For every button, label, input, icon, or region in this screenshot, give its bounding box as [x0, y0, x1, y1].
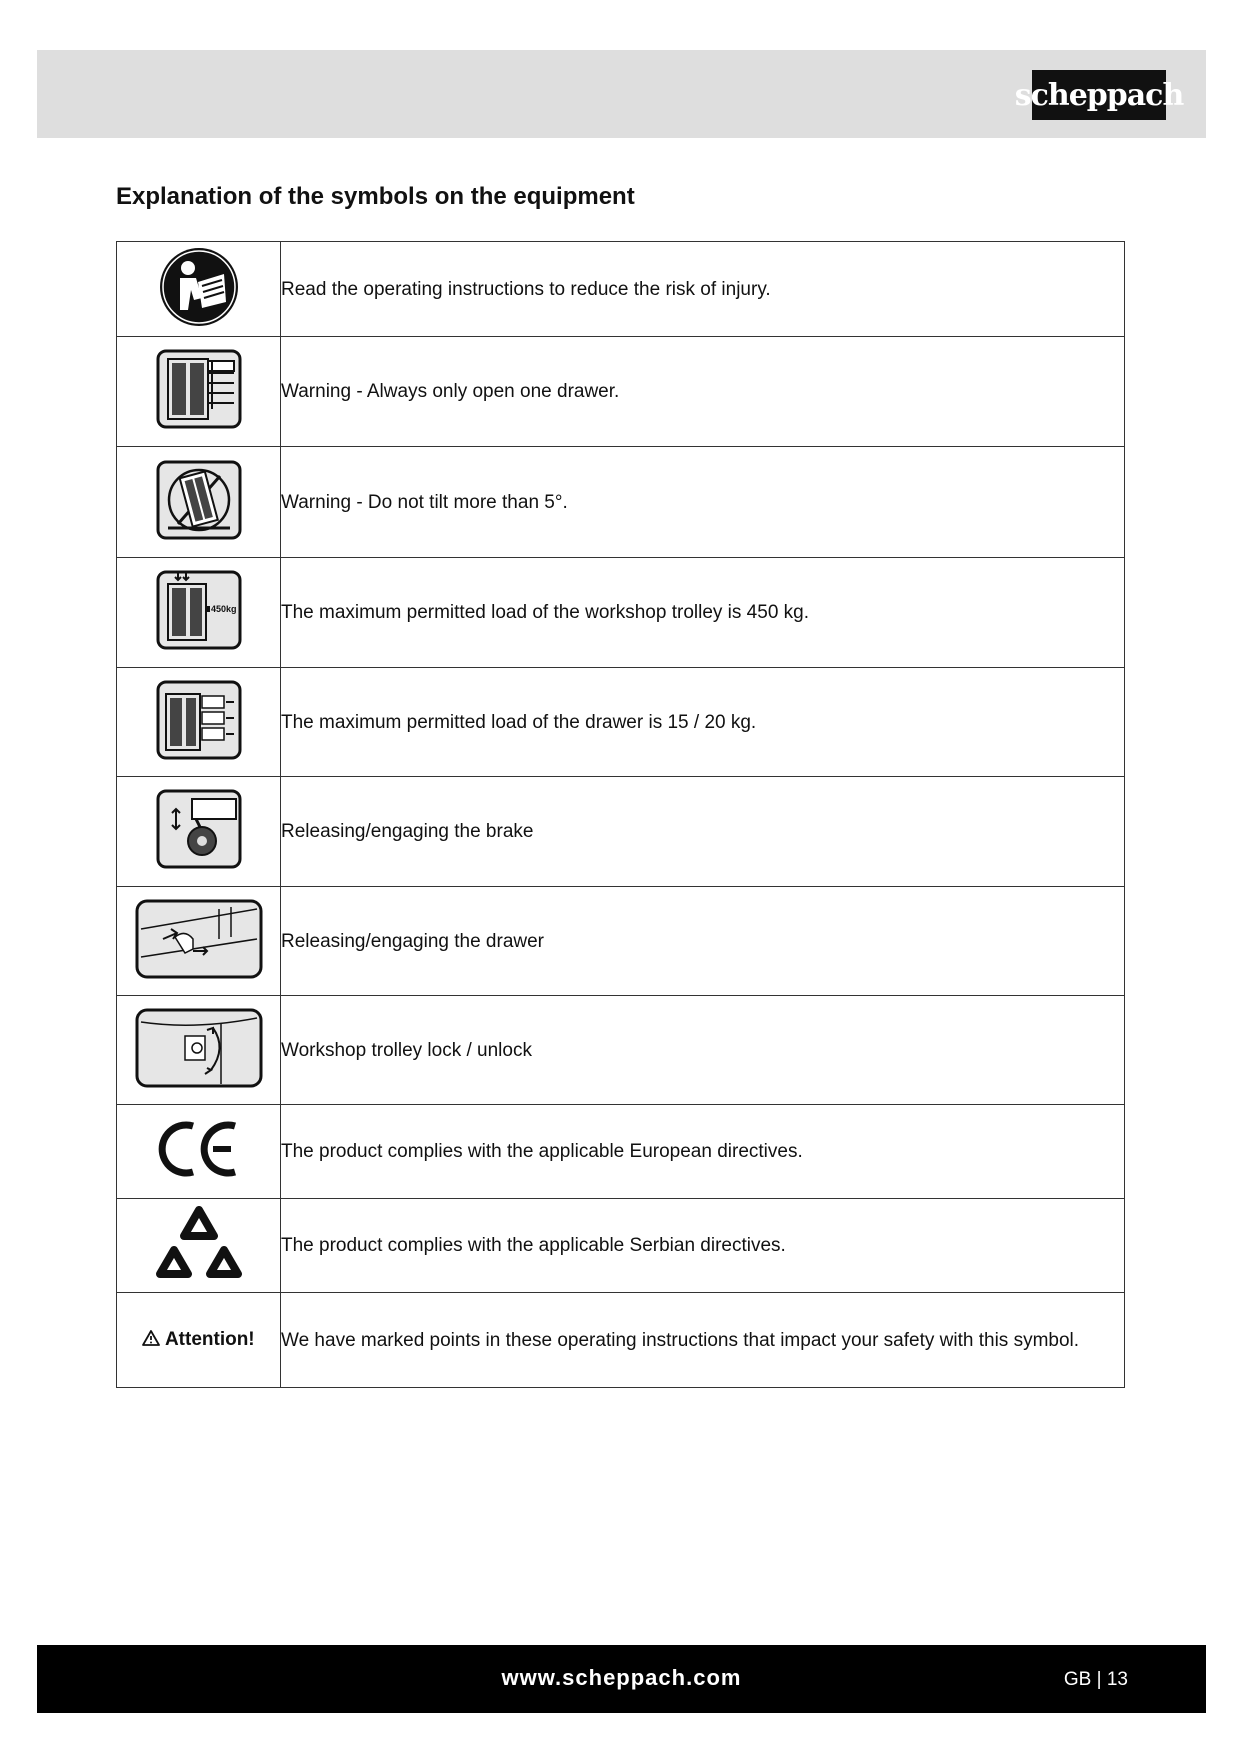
description: We have marked points in these operating instructions that impact your safety with this symbol. [281, 1293, 1125, 1388]
description: The maximum permitted load of the drawer is 15 / 20 kg. [281, 668, 1125, 777]
icon-cell [117, 668, 281, 777]
description: The maximum permitted load of the workshop trolley is 450 kg. [281, 558, 1125, 668]
table-row [117, 242, 1125, 337]
icon-cell [117, 1293, 281, 1388]
icon-cell [117, 996, 281, 1105]
footer-url[interactable]: www.scheppach.com [501, 1665, 742, 1690]
description: Releasing/engaging the drawer [281, 887, 1125, 996]
table-row [117, 1199, 1125, 1293]
page-number: GB | 13 [1063, 1669, 1128, 1690]
attention-label: Attention! [142, 1329, 254, 1350]
drawer-release-icon [135, 899, 263, 984]
description: The product complies with the applicable Serbian directives. [281, 1199, 1125, 1293]
icon-cell [117, 1105, 281, 1199]
page-title: Explanation of the symbols on the equipment [116, 183, 635, 210]
description: Workshop trolley lock / unlock [281, 996, 1125, 1105]
description: Releasing/engaging the brake [281, 777, 1125, 887]
table-row [117, 996, 1125, 1105]
description: Warning - Always only open one drawer. [281, 337, 1125, 447]
lock-icon [135, 1008, 263, 1093]
table-row [117, 447, 1125, 558]
ce-mark-icon [157, 1120, 241, 1183]
footer-bar [37, 1645, 1206, 1713]
icon-cell [117, 242, 281, 337]
read-manual-icon [158, 246, 240, 333]
header-bar [37, 50, 1206, 138]
one-drawer-icon [156, 349, 242, 434]
scheppach-logo: scheppach [1032, 70, 1166, 120]
icon-cell [117, 887, 281, 996]
icon-cell [117, 447, 281, 558]
icon-cell [117, 777, 281, 887]
table-row [117, 1293, 1125, 1388]
drawer-load-icon [156, 680, 242, 765]
icon-cell [117, 558, 281, 668]
table-row [117, 887, 1125, 996]
icon-cell [117, 337, 281, 447]
trolley-load-icon [156, 570, 242, 655]
icon-cell [117, 1199, 281, 1293]
table-row [117, 777, 1125, 887]
description: Read the operating instructions to reduce the risk of injury. [281, 242, 1125, 337]
table-row [117, 668, 1125, 777]
serbian-mark-icon [156, 1206, 242, 1285]
symbols-table [116, 241, 1125, 1388]
svg-text:450kg: 450kg [210, 604, 237, 614]
table-row [117, 558, 1125, 668]
table-row [117, 337, 1125, 447]
description: Warning - Do not tilt more than 5°. [281, 447, 1125, 558]
warning-triangle-icon [142, 1330, 160, 1346]
brake-icon [156, 789, 242, 874]
no-tilt-icon [156, 460, 242, 545]
table-row [117, 1105, 1125, 1199]
description: The product complies with the applicable European directives. [281, 1105, 1125, 1199]
